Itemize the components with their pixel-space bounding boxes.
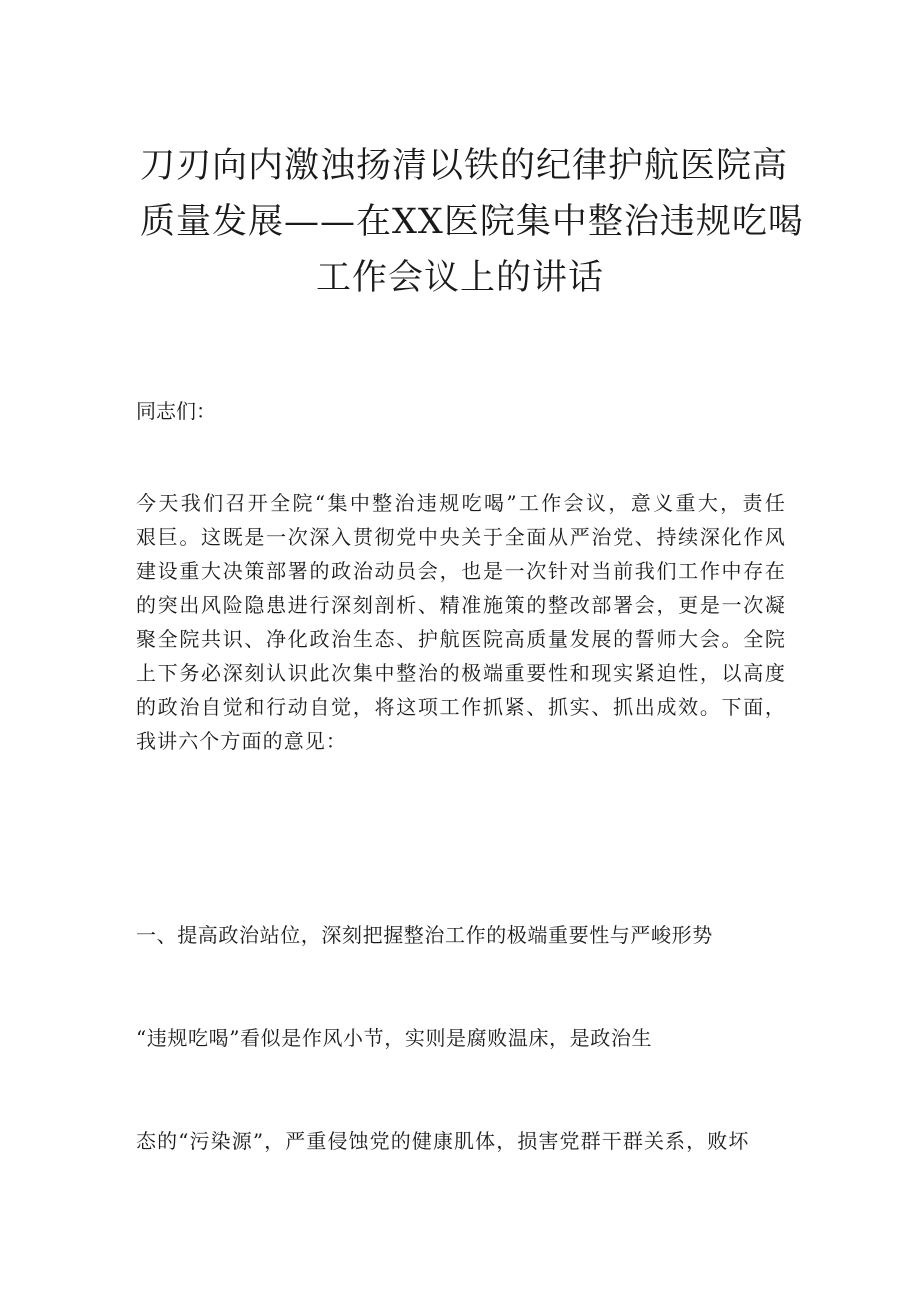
salutation: 同志们： [136, 399, 216, 423]
document-title [140, 138, 804, 306]
paragraph-line: 上下务必深刻认识此次集中整治的极端重要性和现实紧迫性，以高度 [136, 661, 786, 685]
paragraph-line: 今天我们召开全院“集中整治违规吃喝”工作会议，意义重大，责任 [136, 491, 786, 515]
section-1-heading: 一、提高政治站位，深刻把握整治工作的极端重要性与严峻形势 [136, 923, 713, 947]
section-1-text-line-1: “违规吃喝”看似是作风小节，实则是腐败温床，是政治生 [136, 1026, 653, 1050]
title-line-1: 刀刃向内激浊扬清以铁的纪律护航医院高 [140, 146, 789, 186]
paragraph-line: 聚全院共识、净化政治生态、护航医院高质量发展的誓师大会。全院 [136, 627, 786, 651]
paragraph-line: 我讲六个方面的意见： [136, 729, 347, 753]
paragraph-line: 建设重大决策部署的政治动员会，也是一次针对当前我们工作中存在 [136, 559, 786, 583]
paragraph-line: 的政治自觉和行动自觉，将这项工作抓紧、抓实、抓出成效。下面， [136, 695, 786, 719]
title-line-3: 工作会议上的讲话 [315, 258, 604, 298]
section-1-text-line-2: 态的“污染源”，严重侵蚀党的健康肌体，损害党群干群关系，败坏 [136, 1129, 750, 1153]
paragraph-line: 艰巨。这既是一次深入贯彻党中央关于全面从严治党、持续深化作风 [136, 525, 786, 549]
paragraph-line: 的突出风险隐患进行深刻剖析、精准施策的整改部署会，更是一次凝 [136, 593, 786, 617]
intro-paragraph [136, 486, 786, 758]
title-line-2: 质量发展——在XX医院集中整治违规吃喝 [140, 202, 804, 242]
